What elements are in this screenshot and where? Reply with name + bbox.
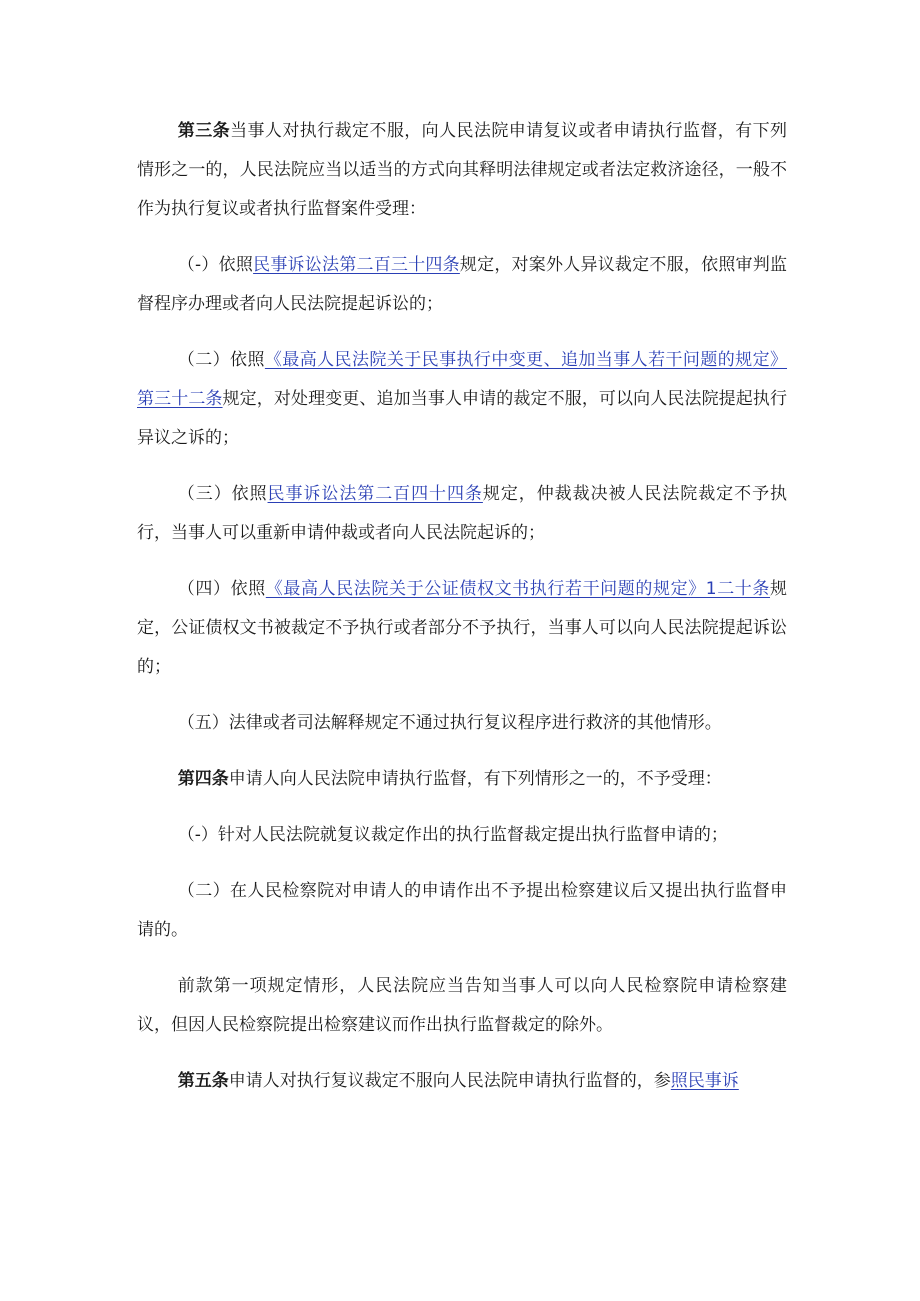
article-4-text: 申请人向人民法院申请执行监督，有下列情形之一的，不予受理： — [228, 769, 722, 789]
article-4-item-2 — [137, 872, 787, 950]
article-3-item-1 — [137, 246, 787, 324]
article-5-heading: 第五条 — [177, 1071, 229, 1091]
article-4-note-text: 前款第一项规定情形，人民法院应当告知当事人可以向人民检察院申请检察建议，但因人民检察院提出检察建议而作出执行监督裁定的除外。 — [137, 976, 787, 1035]
item-3-text: 规定，仲裁裁决被人民法院裁定不予执行，当事人可以重新申请仲裁或者向人民法院起诉的； — [137, 484, 788, 543]
article-3-item-2 — [137, 341, 787, 458]
item-1-text: 规定，对案外人异议裁定不服，依照审判监督程序办理或者向人民法院提起诉讼的； — [137, 255, 788, 314]
article-4 — [137, 760, 787, 799]
item-2-text: 规定，对处理变更、追加当事人申请的裁定不服，可以向人民法院提起执行异议之诉的； — [137, 389, 788, 448]
article-5-text: 申请人对执行复议裁定不服向人民法院申请执行监督的，参 — [228, 1071, 671, 1091]
civil-procedure-law-234-link[interactable]: 民事诉讼法第二百三十四条 — [253, 255, 460, 275]
article-4-item-1 — [137, 816, 787, 855]
item-4-prefix: （四）依照 — [177, 579, 266, 599]
article-3-item-4 — [137, 570, 787, 687]
article-3 — [137, 112, 787, 229]
civil-procedure-law-ref-link[interactable]: 照民事诉 — [670, 1071, 739, 1091]
provisions-change-parties-link[interactable]: 《最高人民法院关于民事执行中变更、追加当事人若干问题的规定》第三十二条 — [137, 350, 788, 409]
civil-procedure-law-244-link[interactable]: 民事诉讼法第二百四十四条 — [267, 484, 483, 504]
item-2-prefix: （二）依照 — [177, 350, 265, 370]
item-3-prefix: （三）依照 — [177, 484, 268, 504]
article-4-item-1-text: （-）针对人民法院就复议裁定作出的执行监督裁定提出执行监督申请的； — [177, 825, 728, 845]
item-5-text: （五）法律或者司法解释规定不通过执行复议程序进行救济的其他情形。 — [177, 713, 722, 733]
article-4-item-2-text: （二）在人民检察院对申请人的申请作出不予提出检察建议后又提出执行监督申请的。 — [137, 881, 787, 940]
article-4-heading: 第四条 — [177, 769, 229, 789]
item-1-prefix: （-）依照 — [177, 255, 254, 275]
article-4-note — [137, 967, 787, 1045]
article-3-heading: 第三条 — [177, 121, 231, 141]
article-3-item-5 — [137, 704, 787, 743]
article-3-item-3 — [137, 475, 787, 553]
article-3-text: 当事人对执行裁定不服，向人民法院申请复议或者申请执行监督，有下列情形之一的，人民法院应当以适当的方式向其释明法律规定或者法定救济途径，一般不作为执行复议或者执行监督案件受理： — [137, 121, 788, 219]
item-4-text: 规定，公证债权文书被裁定不予执行或者部分不予执行，当事人可以向人民法院提起诉讼的； — [137, 579, 787, 677]
article-5 — [137, 1062, 787, 1101]
document-body — [137, 112, 787, 1118]
provisions-notarized-debt-link[interactable]: 《最高人民法院关于公证债权文书执行若干问题的规定》1二十条 — [265, 579, 770, 599]
